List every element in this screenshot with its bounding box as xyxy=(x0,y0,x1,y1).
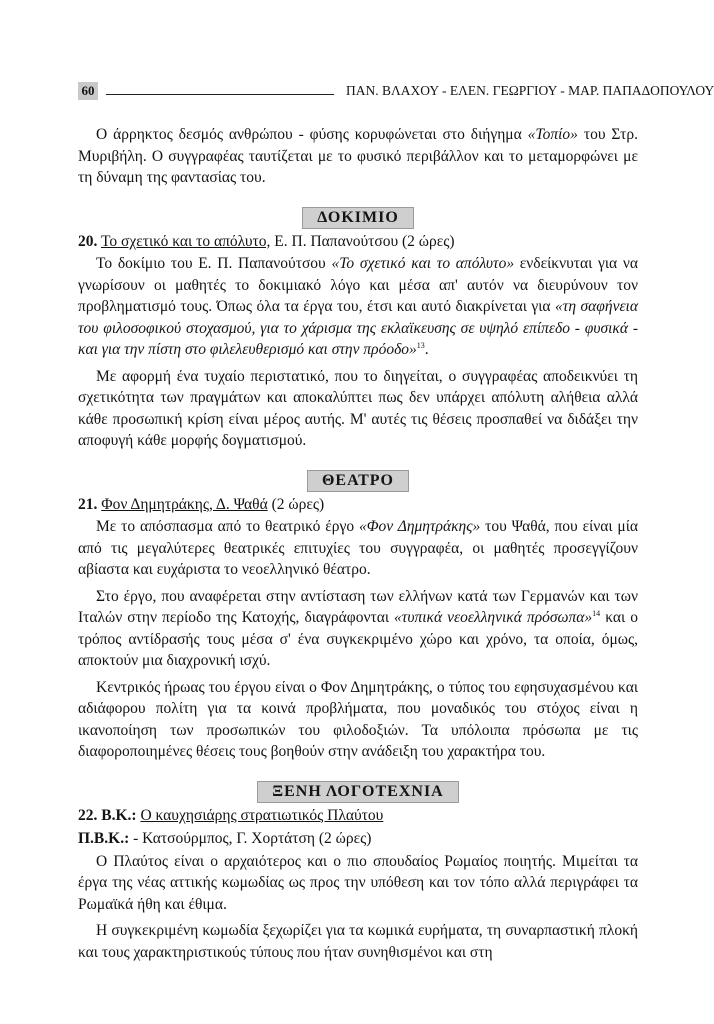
section-heading-essay: ΔΟΚΙΜΙΟ xyxy=(78,207,638,229)
section-heading-foreign-literature: ΞΕΝΗ ΛΟΓΟΤΕΧΝΙΑ xyxy=(78,781,638,803)
page-header xyxy=(78,82,714,102)
header-rule xyxy=(106,94,334,95)
foreign-paragraph-1: Ο Πλαύτος είναι ο αρχαιότερος και ο πιο σπουδαίος Ρωμαίος ποιητής. Μιμείται τα έργα της νέας αττικής κωμωδίας ως προς την υπόθεση και τον τόπο αλλά περιγράφει τα Ρωμαϊκά ήθη και έθιμα. xyxy=(78,852,638,913)
running-head: ΠΑΝ. ΒΛΑΧΟΥ - ΕΛΕΝ. ΓΕΩΡΓΙΟΥ - ΜΑΡ. ΠΑΠΑΔΟΠΟΥΛΟΥ xyxy=(346,83,714,98)
theatre-paragraph-2: Στο έργο, που αναφέρεται στην αντίσταση των ελλήνων κατά των Γερμανών και των Ιταλών στην περίοδο της Κατοχής, διαγράφονται «τυπικά νεοελληνικά πρόσωπα»$^{14}$ και ο τρόπος αντίδρασής τους μέσα σ' ένα συγκεκριμένο χώρο και χρόνο, τα οποία, όμως, αποκτούν μια διαχρονική ισχύ. xyxy=(78,587,638,669)
theatre-paragraph-1: Με το απόσπασμα από το θεατρικό έργο «Φον Δημητράκης» του Ψαθά, που είναι μία από τις μεγαλύτερες θεατρικές επιτυχίες του συγγραφέα, οι μαθητές προσεγγίζουν αβίαστα και ευχάριστα το νεοελληνικό θέατρο. xyxy=(78,518,639,578)
section-heading-theatre: ΘΕΑΤΡΟ xyxy=(78,470,638,492)
page-body xyxy=(78,124,638,968)
theatre-paragraph-3: Κεντρικός ήρωας του έργου είναι ο Φον Δημητράκης, ο τύπος του εφησυχασμένου και αδιάφορου πολίτη για τα κοινά προβλήματα, που μοναδικός του στόχος είναι η ικανοποίηση των προσωπικών του φιλοδοξιών. Τα υπόλοιπα πρόσωπα με τις διαφοροποιημένες θέσεις τους βοηθούν στην ανάδειξη του χαρακτήρα του. xyxy=(78,678,638,760)
work-title-22: 22. Β.Κ.: Ο καυχησιάρης στρατιωτικός Πλαύτου xyxy=(78,806,384,824)
foreign-paragraph-2: Η συγκεκριμένη κωμωδία ξεχωρίζει για τα κωμικά ευρήματα, τη συναρπαστική πλοκή και τους χαρακτηριστικούς τύπους που ήταν συνηθισμένοι και στη xyxy=(78,922,638,961)
page-number: 60 xyxy=(78,82,98,100)
work-title-21: 21. Φον Δημητράκης, Δ. Ψαθά (2 ώρες) xyxy=(78,495,325,513)
work-title-20: 20. Το σχετικό και το απόλυτο, Ε. Π. Παπανούτσου (2 ώρες) xyxy=(78,232,455,250)
work-subtitle-22: Π.Β.Κ.: - Κατσούρμπος, Γ. Χορτάτση (2 ώρες) xyxy=(78,830,372,847)
intro-paragraph: Ο άρρηκτος δεσμός ανθρώπου - φύσης κορυφώνεται στο διήγημα «Τοπίο» του Στρ. Μυριβήλη. Ο συγγραφέας ταυτίζεται με το φυσικό περιβάλλον και το μεταμορφώνει με τη δύναμη της φαντασίας του. xyxy=(78,126,638,186)
essay-paragraph-2: Με αφορμή ένα τυχαίο περιστατικό, που το διηγείται, ο συγγραφέας αποδεικνύει τη σχετικότητα των πραγμάτων και αποκαλύπτει πως δεν υπάρχει απόλυτη αλήθεια αλλά κάθε προσωπική κρίση είναι μέρος αυτής. Μ' αυτές τις θέσεις προσπαθεί να διδάξει την αποφυγή κάθε μορφής δογματισμού. xyxy=(78,367,638,449)
essay-paragraph-1: Το δοκίμιο του Ε. Π. Παπανούτσου «Το σχετικό και το απόλυτο» ενδείκνυται για να γνωρίσουν οι μαθητές το δοκιμιακό λόγο και μέσα απ' αυτόν να διευρύνουν τον προβληματισμό τους. Όπως όλα τα έργα του, έτσι και αυτό διακρίνεται για «τη σαφήνεια του φιλοσοφικού στοχασμού, για το χάρισμα της εκλαϊκευσης σε υψηλό επίπεδο - φυσικά - και για την πίστη στο φιλελευθερισμό και στην πρόοδο»$^{13}$. xyxy=(78,255,639,358)
